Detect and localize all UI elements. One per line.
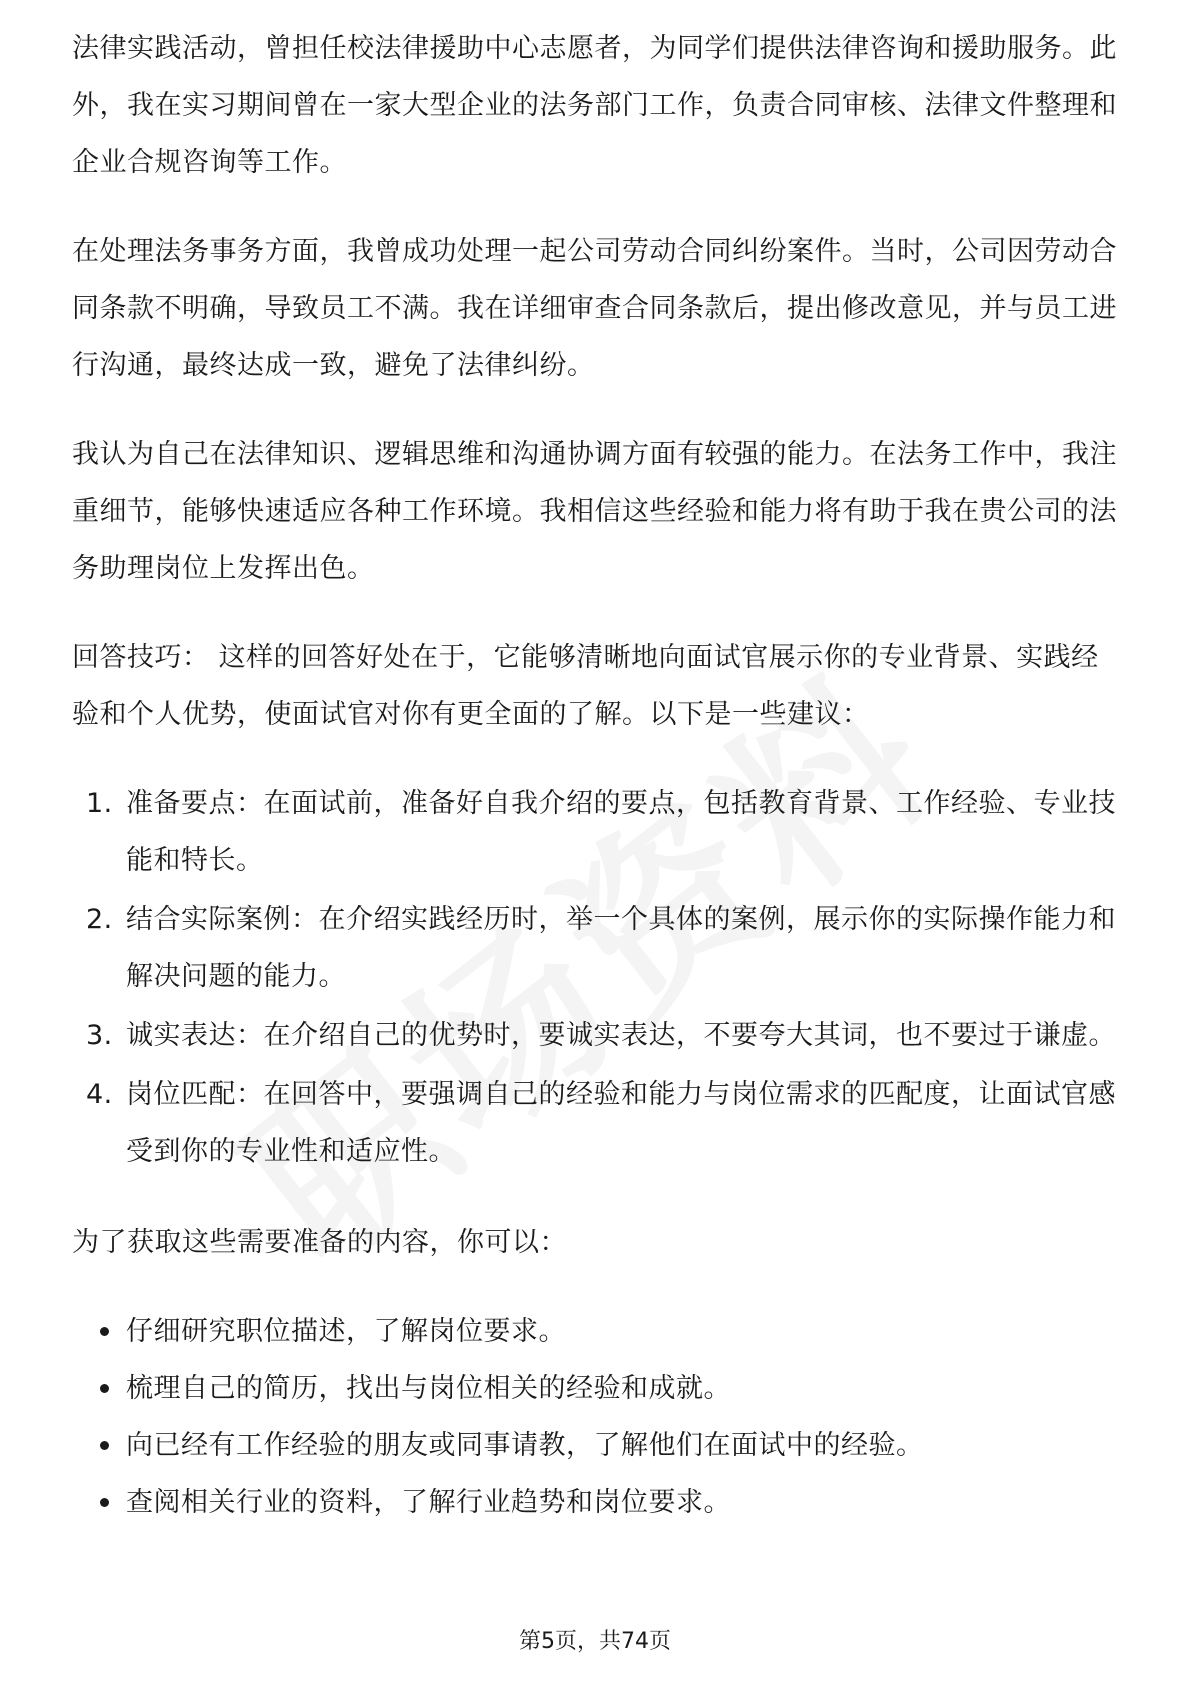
bullet-icon <box>100 1441 109 1450</box>
list-item-text: 岗位匹配：在回答中，要强调自己的经验和能力与岗位需求的匹配度，让面试官感受到你的专业性和适应性。 <box>126 1079 1116 1167</box>
paragraph-case: 在处理法务事务方面，我曾成功处理一起公司劳动合同纠纷案件。当时，公司因劳动合同条款不明确，导致员工不满。我在详细审查合同条款后，提出修改意见，并与员工进行沟通，最终达成一致，避免了法律纠纷。 <box>72 236 1117 381</box>
paragraph-preparation: 为了获取这些需要准备的内容，你可以： <box>72 1227 567 1258</box>
list-number: 3. <box>86 1020 113 1051</box>
bullet-icon <box>100 1498 109 1507</box>
list-item-text: 准备要点：在面试前，准备好自我介绍的要点，包括教育背景、工作经验、专业技能和特长。 <box>126 788 1116 876</box>
list-item <box>72 1303 1122 1360</box>
list-number: 4. <box>86 1079 113 1110</box>
list-item-text: 结合实际案例：在介绍实践经历时，举一个具体的案例，展示你的实际操作能力和解决问题的能力。 <box>126 904 1116 992</box>
list-item <box>72 891 1122 1005</box>
list-item <box>72 775 1122 889</box>
list-number: 2. <box>86 904 113 935</box>
list-item <box>72 1474 1122 1531</box>
list-item <box>72 1360 1122 1417</box>
paragraph-strengths: 我认为自己在法律知识、逻辑思维和沟通协调方面有较强的能力。在法务工作中，我注重细节，能够快速适应各种工作环境。我相信这些经验和能力将有助于我在贵公司的法务助理岗位上发挥出色。 <box>72 439 1117 584</box>
bullet-icon <box>100 1327 109 1336</box>
list-item-text: 诚实表达：在介绍自己的优势时，要诚实表达，不要夸大其词，也不要过于谦虚。 <box>126 1020 1116 1051</box>
list-item <box>72 1417 1122 1474</box>
list-item <box>72 1066 1122 1180</box>
list-item-text: 梳理自己的简历，找出与岗位相关的经验和成就。 <box>126 1373 731 1404</box>
page-number: 第5页，共74页 <box>519 1629 671 1654</box>
list-item-text: 查阅相关行业的资料，了解行业趋势和岗位要求。 <box>126 1487 731 1518</box>
paragraph-answer-tips: 回答技巧： 这样的回答好处在于，它能够清晰地向面试官展示你的专业背景、实践经验和个人优势，使面试官对你有更全面的了解。以下是一些建议： <box>72 642 1099 730</box>
list-item <box>72 1007 1122 1064</box>
bullet-icon <box>100 1384 109 1393</box>
list-item-text: 向已经有工作经验的朋友或同事请教，了解他们在面试中的经验。 <box>126 1430 924 1461</box>
list-number: 1. <box>86 788 113 819</box>
tips-list <box>72 775 1122 1180</box>
paragraph-experience: 法律实践活动，曾担任校法律援助中心志愿者，为同学们提供法律咨询和援助服务。此外，我在实习期间曾在一家大型企业的法务部门工作，负责合同审核、法律文件整理和企业合规咨询等工作。 <box>72 33 1117 178</box>
preparation-list <box>72 1303 1122 1531</box>
list-item-text: 仔细研究职位描述，了解岗位要求。 <box>126 1316 566 1347</box>
page-content <box>72 20 1122 1531</box>
